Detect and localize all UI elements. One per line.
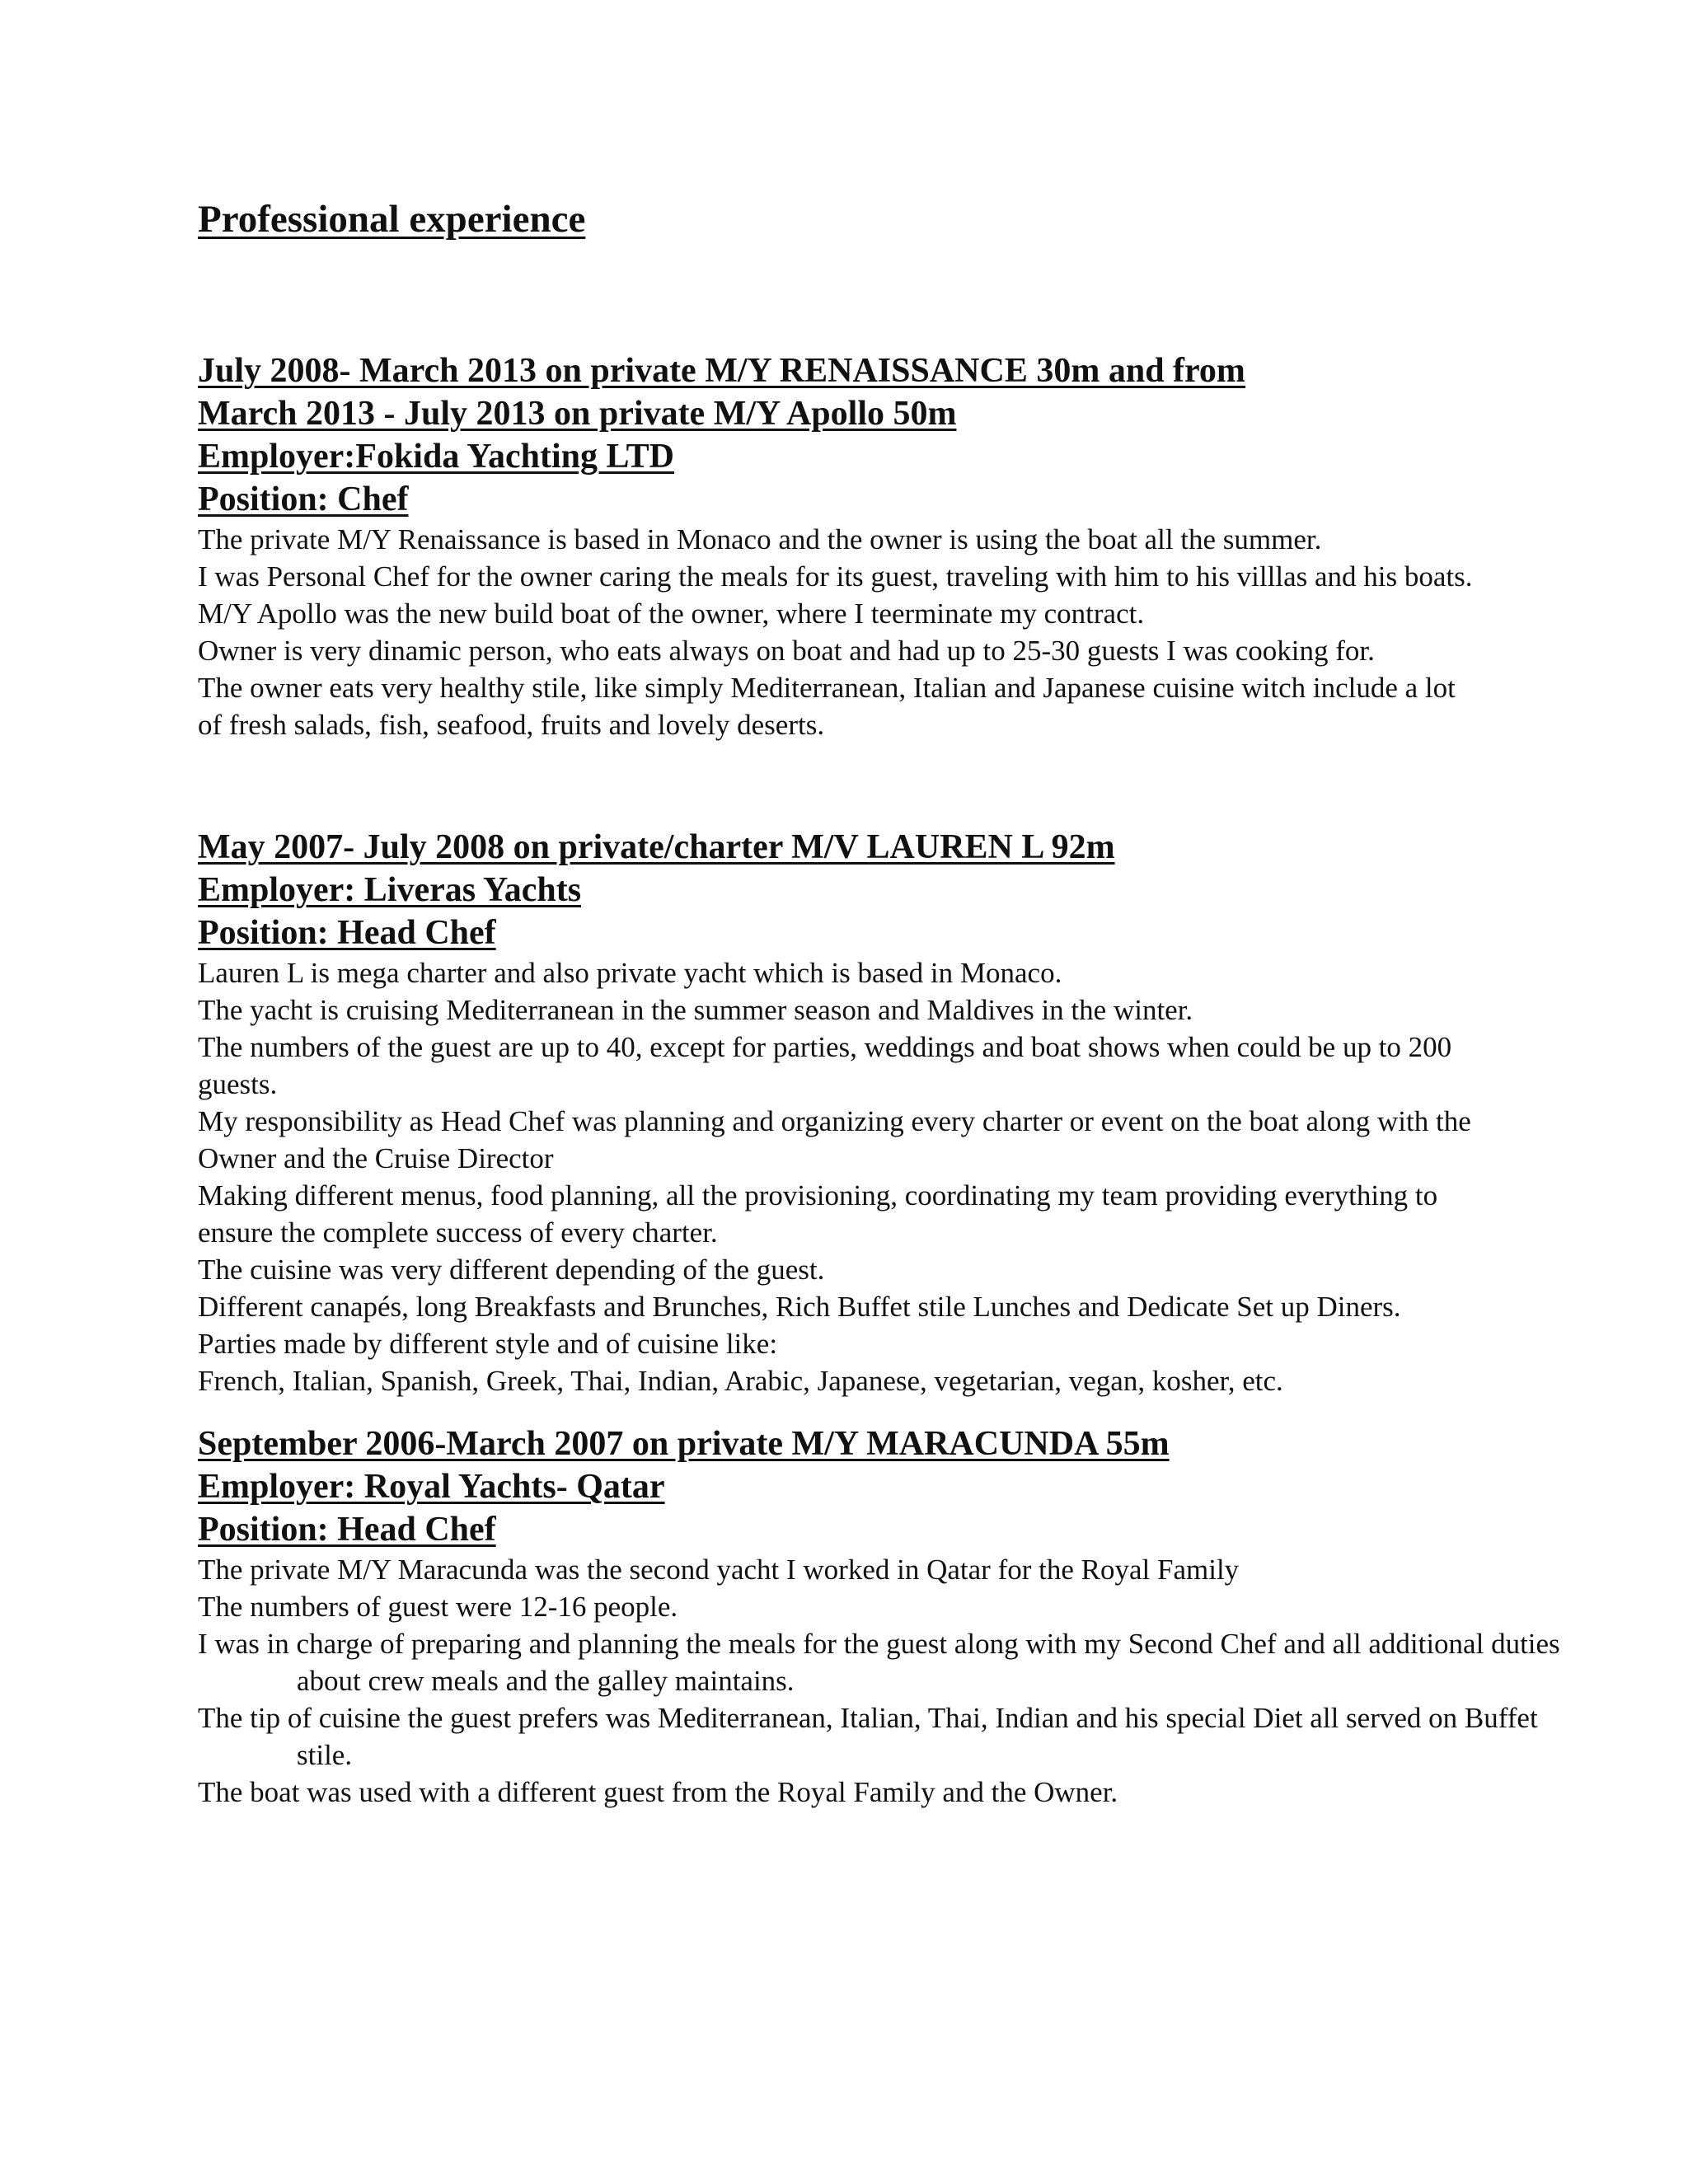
job-description: The numbers of the guest are up to 40, except for parties, weddings and boat shows when could be up to 200 guests. xyxy=(198,1031,1452,1100)
job-description: Owner is very dinamic person, who eats always on boat and had up to 25-30 guests I was cooking for. xyxy=(198,635,1375,667)
job-description: The numbers of guest were 12-16 people. xyxy=(198,1591,678,1623)
job-heading-line: July 2008- March 2013 on private M/Y RENAISSANCE 30m and from xyxy=(198,352,1245,390)
job-employer: Employer: Royal Yachts- Qatar xyxy=(198,1468,665,1506)
job-description: I was in charge of preparing and planning the meals for the guest along with my Second Chef and all additional duties about crew meals and the galley maintains. xyxy=(198,1628,1560,1697)
job-description: Different canapés, long Breakfasts and Brunches, Rich Buffet stile Lunches and Dedicate Set up Diners. Parties made by different style and of cuisine like: xyxy=(198,1291,1401,1360)
job-description: The cuisine was very different depending of the guest. xyxy=(198,1254,825,1286)
job-position: Position: Head Chef xyxy=(198,914,496,952)
job-description: M/Y Apollo was the new build boat of the owner, where I teerminate my contract. xyxy=(198,598,1145,630)
section-title: Professional experience xyxy=(198,198,586,241)
job-description: I was Personal Chef for the owner caring the meals for its guest, traveling with him to his villlas and his boats. xyxy=(198,560,1473,593)
job-employer: Employer: Liveras Yachts xyxy=(198,871,582,909)
job-description: The yacht is cruising Mediterranean in the summer season and Maldives in the winter. xyxy=(198,994,1193,1026)
job-position: Position: Head Chef xyxy=(198,1511,496,1549)
job-entry-renaissance xyxy=(198,349,1517,743)
document-page xyxy=(198,196,1560,1811)
job-entry-lauren-l xyxy=(198,826,1517,1399)
job-heading-line: March 2013 - July 2013 on private M/Y Apollo 50m xyxy=(198,395,957,433)
job-description: French, Italian, Spanish, Greek, Thai, Indian, Arabic, Japanese, vegetarian, vegan, kosher, etc. xyxy=(198,1365,1283,1397)
job-entry-maracunda xyxy=(198,1422,1560,1811)
job-employer: Employer:Fokida Yachting LTD xyxy=(198,438,674,476)
job-description: Making different menus, food planning, all the provisioning, coordinating my team providing everything to ensure the complete success of every charter. xyxy=(198,1179,1438,1249)
job-description: The private M/Y Renaissance is based in Monaco and the owner is using the boat all the summer. xyxy=(198,523,1322,555)
job-heading-line: September 2006-March 2007 on private M/Y MARACUNDA 55m xyxy=(198,1425,1170,1463)
job-description: The private M/Y Maracunda was the second yacht I worked in Qatar for the Royal Family xyxy=(198,1554,1240,1586)
job-description: The owner eats very healthy stile, like simply Mediterranean, Italian and Japanese cuisine witch include a lot of fresh salads, fish, seafood, fruits and lovely deserts. xyxy=(198,672,1456,741)
job-description: The tip of cuisine the guest prefers was Mediterranean, Italian, Thai, Indian and his special Diet all served on Buffet stile. xyxy=(198,1702,1538,1771)
job-position: Position: Chef xyxy=(198,480,409,518)
job-description: Lauren L is mega charter and also private yacht which is based in Monaco. xyxy=(198,957,1062,989)
job-heading-line: May 2007- July 2008 on private/charter M/V LAUREN L 92m xyxy=(198,828,1115,866)
job-description: My responsibility as Head Chef was planning and organizing every charter or event on the boat along with the Owner and the Cruise Director xyxy=(198,1105,1471,1174)
job-description: The boat was used with a different guest from the Royal Family and the Owner. xyxy=(198,1776,1118,1808)
